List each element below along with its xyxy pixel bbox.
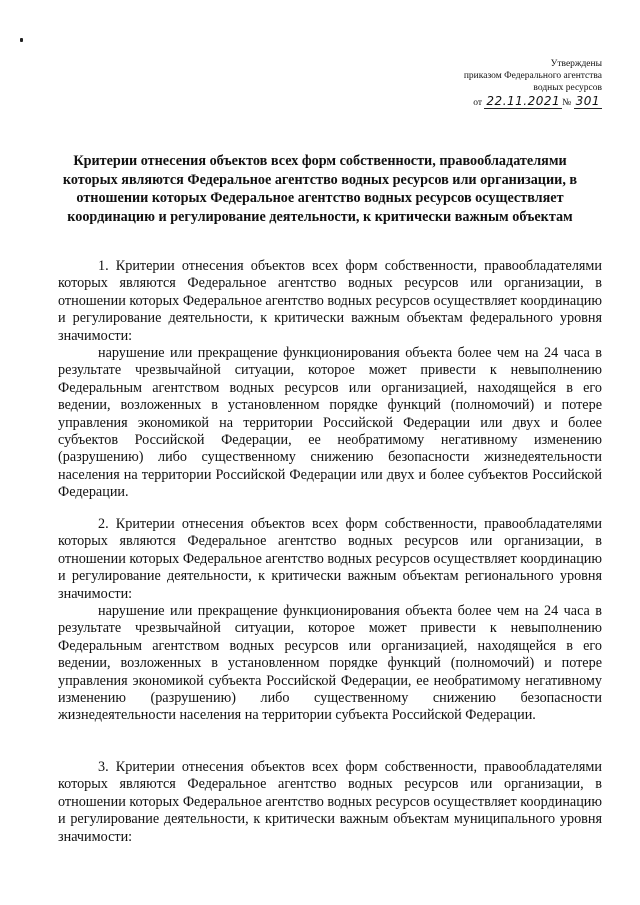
approval-stamp (464, 58, 602, 109)
section-1-heading: 1. Критерии отнесения объектов всех форм собственности, правообладателями которых являются Федеральное агентство водных ресурсов или организации, в отношении которых Федеральное агентство водных ресурсов осуществляет координацию и регулирование деятельности, к критически важным объектам федерального уровня значимости: (58, 258, 602, 344)
date-prefix: от (473, 98, 483, 108)
section-2-body: нарушение или прекращение функционирования объекта более чем на 24 часа в результате чрезвычайной ситуации, которое может привести к невыполнению Федеральным агентством водных ресурсов или организацией, находящейся в его ведении, возложенных в установленном порядке функций (полномочий) и потере управления экономикой субъекта Российской Федерации, ее необратимому негативному изменению (разрушению) либо существенному снижению безопасности жизнедеятельности населения на территории субъекта Российской Федерации. (58, 603, 602, 724)
scan-speck (20, 38, 23, 42)
approval-line-2: приказом Федерального агентства (463, 71, 602, 81)
number-prefix: № (562, 98, 572, 108)
approval-line-1: Утверждены (550, 59, 602, 69)
section-3 (58, 759, 602, 846)
handwritten-date: 22.11.2021 (486, 94, 561, 108)
section-2-heading: 2. Критерии отнесения объектов всех форм собственности, правообладателями которых являются Федеральное агентство водных ресурсов или организации, в отношении которых Федеральное агентство водных ресурсов осуществляет координацию и регулирование деятельности, к критически важным объектам регионального уровня значимости: (58, 516, 602, 602)
approval-date-line (464, 95, 602, 109)
section-2 (58, 516, 602, 725)
section-1-body: нарушение или прекращение функционирования объекта более чем на 24 часа в результате чрезвычайной ситуации, которое может привести к невыполнению Федеральным агентством водных ресурсов или организацией, находящейся в его ведении, возложенных в установленном порядке функций (полномочий) и потере управления экономикой на территории Российской Федерации или двух и более субъектов Российской Федерации, ее необратимому негативному изменению (разрушению) либо существенному снижению безопасности жизнедеятельности населения на территории Российской Федерации или двух и более субъектов Российской Федерации. (58, 345, 602, 501)
section-3-heading: 3. Критерии отнесения объектов всех форм собственности, правообладателями которых являются Федеральное агентство водных ресурсов или организации, в отношении которых Федеральное агентство водных ресурсов осуществляет координацию и регулирование деятельности, к критически важным объектам муниципального уровня значимости: (58, 759, 602, 845)
document-title: Критерии отнесения объектов всех форм собственности, правообладателями которых являются Федеральное агентство водных ресурсов или организации, в отношении которых Федеральное агентство водных ресурсов осуществляет координацию и регулирование деятельности, к критически важным объектам (62, 153, 578, 225)
handwritten-number: 301 (575, 94, 600, 108)
section-1 (58, 258, 602, 502)
approval-line-3: водных ресурсов (533, 83, 602, 93)
